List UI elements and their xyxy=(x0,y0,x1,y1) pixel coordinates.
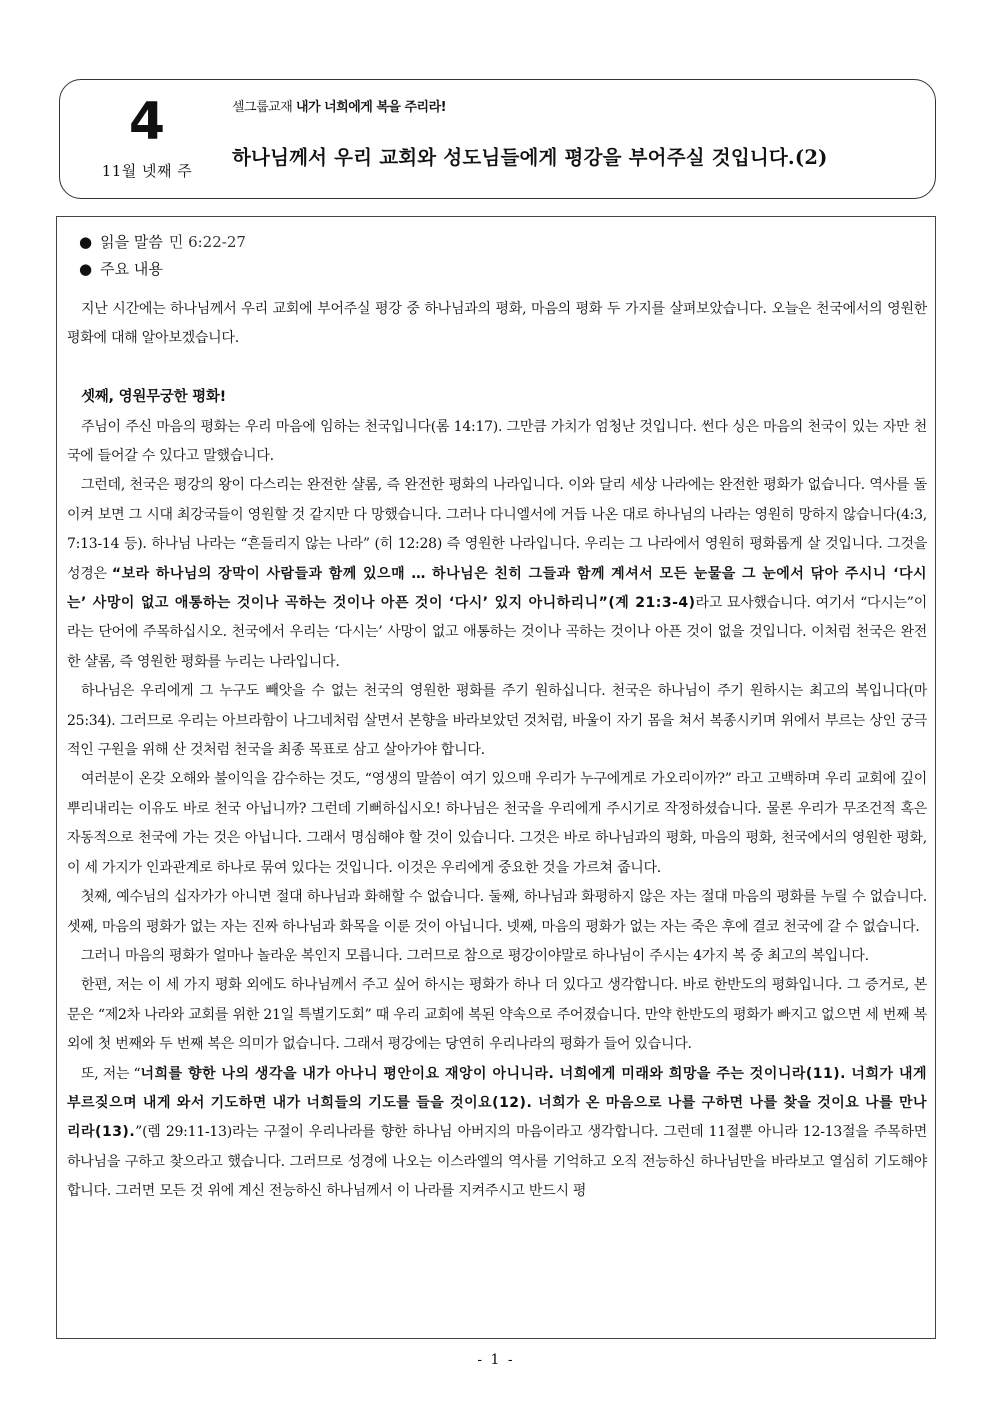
series-prefix: 셀그룹교재 xyxy=(232,100,293,115)
reading-label: 읽을 말씀 xyxy=(100,233,163,251)
paragraph-4: 여러분이 온갖 오해와 불이익을 감수하는 것도, “영생의 말씀이 여기 있으매 우리가 누구에게로 가오리이까?” 라고 고백하며 우리 교회에 깊이 뿌리내리는 이유도 바로 천국 아닙니까? 그런데 기뻐하십시오! 하나님은 천국을 우리에게 주시기로 작정하셨습니다. 물론 우리가 무조건적 혹은 자동적으로 천국에 가는 것은 아닙니다. 그래서 명심해야 할 것이 있습니다. 그것은 바로 하나님과의 평화, 마음의 평화, 천국에서의 영원한 평화, 이 세 가지가 인과관계로 하나로 묶여 있다는 것입니다. 이것은 우리에게 중요한 것을 가르쳐 줍니다. xyxy=(67,771,927,876)
bullet-icon: ● xyxy=(79,260,93,278)
lesson-meta xyxy=(79,229,246,283)
series-name: 내가 너희에게 복을 주리라! xyxy=(295,100,447,115)
scripture-quote-revelation: “보라 하나님의 장막이 사람들과 함께 있으매 … 하나님은 친히 그들과 함께 계셔서 모든 눈물을 그 눈에서 닦아 주시니 ‘다시는’ 사망이 없고 애통하는 것이나 곡하는 것이나 아픈 것이 ‘다시’ 있지 아니하리니”(계 21:3-4) xyxy=(67,565,927,612)
series-title xyxy=(232,96,446,115)
paragraph-1: 주님이 주신 마음의 평화는 우리 마음에 임하는 천국입니다(롬 14:17). 그만큼 가치가 엄청난 것입니다. 썬다 싱은 마음의 천국이 있는 자만 천국에 들어갈 수 있다고 말했습니다. xyxy=(67,418,927,465)
paragraph-2 xyxy=(67,471,927,677)
reading-line xyxy=(79,229,246,256)
paragraph-3: 하나님은 우리에게 그 누구도 빼앗을 수 없는 천국의 영원한 평화를 주기 원하십니다. 천국은 하나님이 주기 원하시는 최고의 복입니다(마 25:34). 그러므로 우리는 아브라함이 나그네처럼 살면서 본향을 바라보았던 것처럼, 바울이 자기 몸을 쳐서 복종시키며 위에서 부르는 상인 궁극적인 구원을 위해 산 것처럼 천국을 최종 목표로 삼고 살아가야 합니다. xyxy=(67,683,927,759)
main-content-line xyxy=(79,256,246,283)
paragraph-8-text-b: ”(렘 29:11-13)라는 구절이 우리나라를 향한 하나님 아버지의 마음이라고 생각합니다. 그런데 11절뿐 아니라 12-13절을 주목하면 하나님을 구하고 찾으라고 했습니다. 그러므로 성경에 나오는 이스라엘의 역사를 기억하고 오직 전능하신 하나님만을 바라보고 열심히 기도해야 합니다. 그러면 모든 것 위에 계신 전능하신 하나님께서 이 나라를 지켜주시고 반드시 평 xyxy=(67,1124,927,1200)
paragraph-gap xyxy=(67,354,927,383)
paragraph-8-text-a: 또, 저는 “ xyxy=(81,1065,141,1082)
lesson-body xyxy=(56,216,936,1339)
paragraph-8 xyxy=(67,1060,927,1207)
lesson-title: 하나님께서 우리 교회와 성도님들에게 평강을 부어주실 것입니다.(2) xyxy=(232,146,828,169)
scripture-quote-jeremiah: 너희를 향한 나의 생각을 내가 아나니 평안이요 재앙이 아니니라. 너희에게 미래와 희망을 주는 것이니라(11). 너희가 내게 부르짖으며 내게 와서 기도하면 내가 너희들의 기도를 들을 것이요(12). 너희가 온 마음으로 나를 구하면 나를 찾을 것이요 나를 만나리라(13). xyxy=(67,1065,927,1141)
paragraph-2-text-a: 그런데, 천국은 평강의 왕이 다스리는 완전한 샬롬, 즉 완전한 평화의 나라입니다. 이와 달리 세상 나라에는 완전한 평화가 없습니다. 역사를 돌이켜 보면 그 시대 최강국들이 영원할 것 같지만 다 망했습니다. 그러나 다니엘서에 거듭 나온 대로 하나님의 나라는 영원히 망하지 않습니다(4:3, 7:13-14 등). 하나님 나라는 “흔들리지 않는 나라” (히 12:28) 즉 영원한 나라입니다. 우리는 그 나라에서 영원히 평화롭게 살 것입니다. 그것을 성경은 xyxy=(67,477,927,582)
lesson-number: 4 xyxy=(128,92,166,152)
section-heading: 셋째, 영원무궁한 평화! xyxy=(81,389,227,406)
lesson-content xyxy=(67,295,927,1207)
bullet-icon: ● xyxy=(79,233,93,251)
main-content-label: 주요 내용 xyxy=(100,260,163,278)
intro-paragraph: 지난 시간에는 하나님께서 우리 교회에 부어주실 평강 중 하나님과의 평화, 마음의 평화 두 가지를 살펴보았습니다. 오늘은 천국에서의 영원한 평화에 대해 알아보겠습니다. xyxy=(67,301,927,347)
paragraph-7: 한편, 저는 이 세 가지 평화 외에도 하나님께서 주고 싶어 하시는 평화가 하나 더 있다고 생각합니다. 바로 한반도의 평화입니다. 그 증거로, 본문은 “제2차 나라와 교회를 위한 21일 특별기도회” 때 우리 교회에 복된 약속으로 주어졌습니다. 만약 한반도의 평화가 빠지고 없으면 세 번째 복 외에 첫 번째와 두 번째 복은 의미가 없습니다. 그래서 평강에는 당연히 우리나라의 평화가 들어 있습니다. xyxy=(67,977,927,1053)
paragraph-2-text-b: 라고 묘사했습니다. 여기서 “다시는”이라는 단어에 주목하십시오. 천국에서 우리는 ‘다시는’ 사망이 없고 애통하는 것이나 곡하는 것이나 아픈 것이 없을 것입니다. 이처럼 천국은 완전한 샬롬, 즉 영원한 평화를 누리는 나라입니다. xyxy=(67,595,927,670)
paragraph-5: 첫째, 예수님의 십자가가 아니면 절대 하나님과 화해할 수 없습니다. 둘째, 하나님과 화평하지 않은 자는 절대 마음의 평화를 누릴 수 없습니다. 셋째, 마음의 평화가 없는 자는 진짜 하나님과 화목을 이룬 것이 아닙니다. 넷째, 마음의 평화가 없는 자는 죽은 후에 결코 천국에 갈 수 없습니다. xyxy=(67,889,927,935)
reading-reference: 민 6:22-27 xyxy=(168,233,246,251)
lesson-header xyxy=(59,79,936,199)
page-number: - 1 - xyxy=(477,1352,515,1368)
paragraph-6: 그러니 마음의 평화가 얼마나 놀라운 복인지 모릅니다. 그러므로 참으로 평강이야말로 하나님이 주시는 4가지 복 중 최고의 복입니다. xyxy=(81,947,869,964)
week-label: 11월 넷째 주 xyxy=(101,162,193,180)
